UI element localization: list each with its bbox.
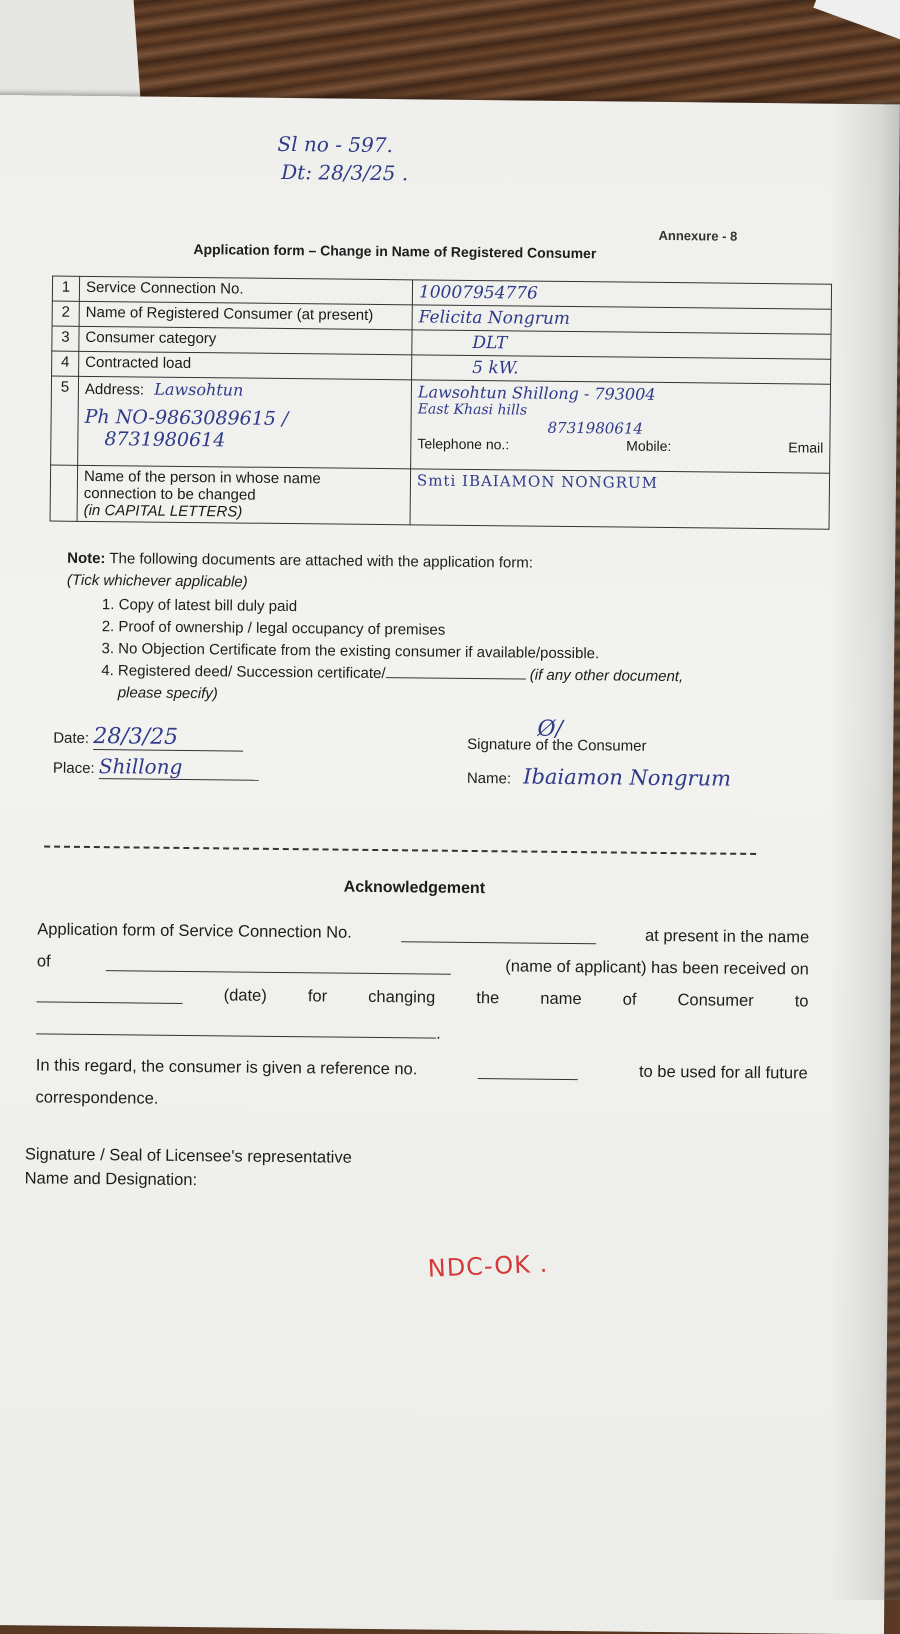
row-number: 2 (52, 301, 79, 326)
row-label: Name of Registered Consumer (at present) (79, 301, 412, 329)
row-number: 1 (52, 276, 79, 301)
row-number: 4 (52, 351, 79, 376)
note-section (66, 548, 828, 712)
new-name-label-line: connection to be changed (83, 484, 256, 504)
list-item (118, 660, 826, 711)
red-handwritten-note: NDC-OK . (427, 1249, 549, 1283)
handwritten-place-value: Shillong (99, 754, 259, 781)
address-value-cell (411, 380, 831, 473)
documents-list (96, 594, 827, 712)
contracted-load-value: 5 kW. (412, 355, 831, 384)
telephone-label: Telephone no.: (417, 435, 510, 453)
ack-text: (name of applicant) has been received on (505, 957, 809, 979)
ack-text: In this regard, the consumer is given a reference no. (35, 1056, 418, 1079)
ack-text: to be used for all future (638, 1062, 808, 1083)
list-item-text: Registered deed/ Succession certificate/ (117, 662, 386, 683)
mobile-label: Mobile: (626, 437, 672, 455)
consumer-category-value: DLT (412, 330, 831, 359)
row-number-empty (50, 465, 78, 521)
blank-line (478, 1054, 578, 1080)
licensee-name-label: Name and Designation: (24, 1169, 198, 1190)
ack-text: name (540, 989, 582, 1009)
date-label: Date: (53, 729, 90, 747)
new-name-label-line: Name of the person in whose name (83, 467, 321, 488)
handwritten-date-value: 28/3/25 (93, 724, 243, 752)
list-item: 2. Proof of ownership / legal occupancy of premises (118, 616, 826, 645)
ack-text: correspondence. (35, 1088, 159, 1108)
paper-shadow (830, 100, 900, 1600)
handwritten-serial-number: Sl no - 597. (277, 131, 394, 158)
blank-line (36, 977, 182, 1004)
list-item-suffix: (if any other document, (529, 666, 684, 686)
row-label: Contracted load (79, 351, 412, 379)
new-consumer-name-value: Smti IBAIAMON NONGRUM (410, 469, 830, 529)
note-label: Note: (67, 549, 106, 568)
consumer-signature: Ø∕ (537, 716, 563, 742)
acknowledgement-body (35, 913, 809, 1121)
row-label: Service Connection No. (79, 276, 412, 304)
address-label-cell (78, 376, 412, 468)
divider (44, 846, 756, 855)
table-row (50, 465, 830, 529)
row-number: 3 (52, 326, 79, 351)
handwritten-phone: Ph NO-9863089615 / (84, 405, 289, 431)
registered-consumer-value: Felicita Nongrum (412, 305, 831, 334)
ack-text: changing (368, 987, 436, 1007)
handwritten-address: Lawsohtun (154, 379, 244, 400)
new-name-label-cell (77, 465, 411, 524)
address-line-1: Lawsohtun Shillong - 793004 (417, 382, 656, 404)
ack-text: for (307, 987, 328, 1006)
handwritten-date: Dt: 28/3/25 . (281, 159, 409, 186)
list-item: 3. No Objection Certificate from the existing consumer if available/possible. (118, 638, 826, 667)
note-text: The following documents are attached with the application form: (109, 550, 534, 572)
list-item-line2: please specify) (117, 684, 218, 703)
handwritten-name-value: Ibaiamon Nongrum (523, 764, 732, 791)
table-row (51, 376, 831, 473)
handwritten-mobile: 8731980614 (547, 418, 644, 438)
blank-line (401, 917, 596, 944)
note-subtext: (Tick whichever applicable) (66, 571, 248, 591)
licensee-signature-label: Signature / Seal of Licensee's representative (24, 1145, 352, 1167)
place-field (53, 754, 259, 781)
row-label: Address: (84, 380, 145, 399)
date-field (53, 724, 243, 752)
ack-text: at present in the name (644, 926, 810, 947)
consumer-details-table (50, 276, 833, 530)
annexure-label: Annexure - 8 (658, 227, 738, 244)
ack-text: to (794, 992, 809, 1011)
ack-line: . (36, 1009, 808, 1053)
ack-text: (date) (223, 986, 267, 1005)
service-connection-value: 10007954776 (412, 280, 831, 309)
name-field (467, 764, 731, 791)
ack-text: Consumer (677, 991, 754, 1010)
blank-line (386, 677, 526, 679)
row-number: 5 (51, 376, 79, 465)
ack-text: of (622, 990, 637, 1009)
name-label: Name: (466, 769, 512, 788)
ack-text: Application form of Service Connection No. (37, 920, 352, 942)
list-item: 1. Copy of latest bill duly paid (119, 594, 827, 623)
row-label: Consumer category (79, 326, 412, 354)
form-title: Application form – Change in Name of Registered Consumer (193, 241, 597, 262)
application-form-sheet (0, 95, 900, 1634)
signature-label: Signature of the Consumer (467, 735, 647, 755)
email-label: Email (788, 439, 824, 456)
ack-text: the (476, 989, 500, 1008)
blank-line (105, 946, 450, 975)
handwritten-phone-2: 8731980614 (104, 428, 226, 452)
new-name-label-line: (in CAPITAL LETTERS) (83, 501, 243, 521)
address-line-2: East Khasi hills (417, 401, 528, 419)
ack-text: of (36, 952, 51, 971)
place-label: Place: (52, 759, 95, 778)
acknowledgement-title: Acknowledgement (343, 878, 486, 898)
blank-line (36, 1009, 436, 1038)
contact-labels (417, 435, 823, 455)
